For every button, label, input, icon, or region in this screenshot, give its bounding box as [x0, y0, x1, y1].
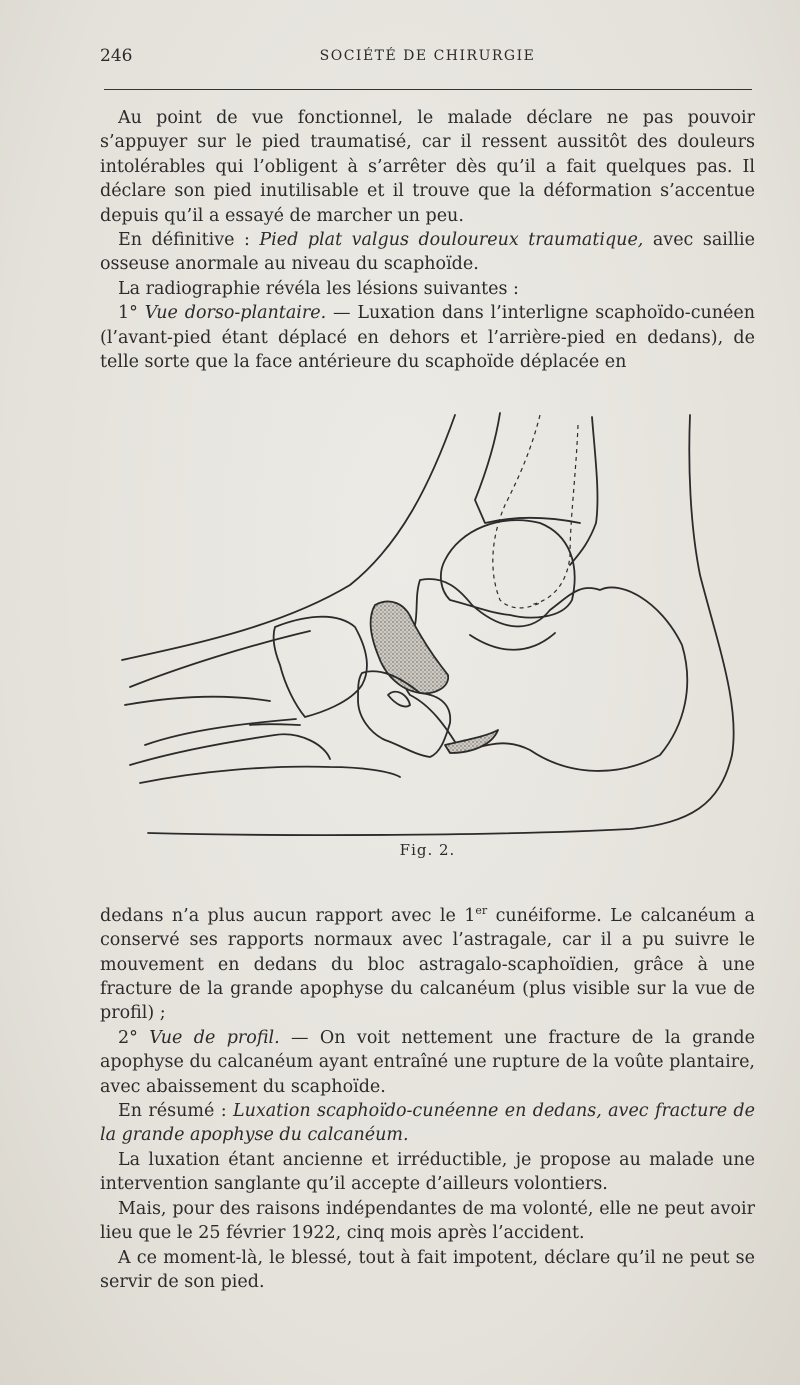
paragraph-text: — Luxation dans l’interligne scaphoïdo-cunéen (l’avant-pied étant déplacé en dehors et l’arrière-pied en dedans), de telle sorte que la face antérieure du scaphoïde déplacée en [100, 303, 756, 373]
running-title: SOCIÉTÉ DE CHIRURGIE [319, 48, 536, 64]
view-title-italic: Vue de profil. [149, 1027, 280, 1048]
sole-contour [148, 415, 734, 835]
paragraph-summary [100, 1099, 755, 1148]
paragraph-text: La radiographie révéla les lésions suivantes : [118, 278, 519, 299]
page-header [100, 46, 755, 70]
paragraph-text: Au point de vue fonctionnel, le malade déclare ne pas pouvoir s’appuyer sur le pied traumatisé, car il ressent aussitôt des douleurs intolérables qui l’obligent à s’arrêter dès qu’il a fait quelques pas. Il déclare son pied inutilisable et il trouve que la déformation s’accentue depuis qu’il a essayé de marcher un peu. [100, 108, 755, 226]
metatarsal-1 [130, 734, 330, 765]
item-number: 2° [118, 1027, 150, 1048]
paragraph-text: avec saillie osseuse anormale au niveau du scaphoïde. [100, 230, 755, 275]
foot-bones-illustration [100, 405, 755, 845]
header-rule [104, 89, 752, 90]
calcaneus-inner [470, 633, 555, 650]
paragraph-lead: En résumé : [118, 1101, 233, 1122]
figure-foot-xray-drawing [100, 405, 755, 845]
metatarsal-4 [145, 719, 296, 745]
paragraph-intervention [100, 1148, 755, 1197]
paragraph-profile [100, 1026, 755, 1099]
navicular-bone [371, 601, 448, 693]
metatarsal-3 [125, 697, 270, 705]
summary-italic: Luxation scaphoïdo-cunéenne en dedans, avec fracture de la grande apophyse du calcanéum. [100, 1101, 755, 1146]
metatarsal-5 [250, 724, 300, 725]
paragraph-text: dedans n’a plus aucun rapport avec le 1 [100, 905, 476, 926]
metatarsal-2 [140, 767, 400, 783]
view-title-italic: Vue dorso-plantaire. [144, 303, 327, 324]
paragraph-text: La luxation étant ancienne et irréductible, je propose au malade une intervention sanglante qu’il accepte d’ailleurs volontiers. [100, 1149, 755, 1195]
dorsum-line [130, 631, 310, 687]
text-block-top [100, 106, 755, 374]
fracture-wedge [445, 730, 498, 753]
paragraph-date [100, 1197, 755, 1246]
tibia-shaft [475, 413, 580, 523]
dashed-tibia [493, 415, 540, 608]
paragraph-final [100, 1246, 755, 1295]
item-number: 1° [118, 303, 145, 324]
paragraph-text: cunéiforme. Le calcanéum a conservé ses rapports normaux avec l’astragale, car il a pu suivre le mouvement en dedans du bloc astragalo-scaphoïdien, grâce à une fracture de la grande apophyse du calcanéum (plus visible sur la vue de profil) ; [100, 905, 755, 1024]
paragraph-continuation [100, 899, 755, 1026]
figure-caption: Fig. 2. [399, 841, 456, 859]
diagnosis-italic: Pied plat valgus douloureux traumatique, [259, 230, 644, 251]
page-number: 246 [100, 46, 133, 66]
text-block-bottom [100, 899, 755, 1294]
paragraph-definitive [100, 228, 755, 277]
paragraph-text: Mais, pour des raisons indépendantes de ma volonté, elle ne peut avoir lieu que le 25 février 1922, cinq mois après l’accident. [100, 1198, 755, 1244]
talus-outline [441, 520, 575, 617]
paragraph-text: — On voit nettement une fracture de la grande apophyse du calcanéum ayant entraîné une rupture de la voûte plantaire, avec abaissement du scaphoïde. [100, 1027, 755, 1097]
superscript: er [475, 904, 488, 917]
cuneiform-bone [274, 617, 367, 717]
dashed-fibula [530, 425, 578, 605]
paragraph-radiography [100, 277, 755, 301]
paragraph-lead: En définitive : [118, 230, 260, 251]
cuboid-window [388, 692, 410, 707]
paragraph-text: A ce moment-là, le blessé, tout à fait impotent, déclare qu’il ne peut se servir de son pied. [100, 1247, 755, 1292]
paragraph-dorso-plantar [100, 301, 755, 374]
paragraph-functional [100, 106, 755, 228]
